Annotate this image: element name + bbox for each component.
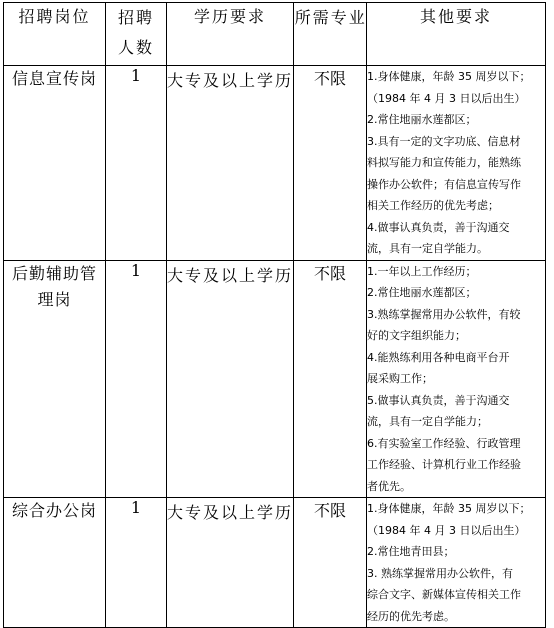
count-cell: 1 (106, 260, 167, 498)
requirement-line: 2.常住地丽水莲都区； (367, 113, 477, 126)
requirements-cell (367, 498, 546, 628)
requirement-line: 4.能熟练利用各种电商平台开 (367, 350, 510, 364)
requirements-cell (367, 260, 546, 498)
education-cell: 大专及以上学历 (167, 66, 294, 261)
requirement-line: 经历的优先考虑。 (367, 609, 455, 623)
header-count: 招聘人数 (106, 3, 167, 66)
requirement-line: 流，具有一定自学能力； (367, 415, 488, 428)
header-education: 学历要求 (167, 3, 294, 66)
count-cell: 1 (106, 498, 167, 628)
header-position: 招聘岗位 (4, 3, 106, 66)
header-other: 其他要求 (367, 3, 546, 66)
requirement-line: 2.常住地丽水莲都区； (367, 286, 477, 299)
requirement-line: （1984 年 4 月 3 日以后出生） (367, 91, 526, 105)
requirement-line: 6.有实验室工作经验、行政管理 (367, 436, 521, 450)
requirement-line: 2.常住地青田县； (367, 545, 455, 558)
requirement-line: 料拟写能力和宣传能力，能熟练 (367, 156, 521, 169)
requirement-line: 5.做事认真负责，善于沟通交 (367, 393, 510, 407)
requirement-line: 好的文字组织能力； (367, 329, 466, 342)
requirement-line: 1.身体健康，年龄 35 周岁以下； (367, 502, 531, 515)
requirement-line: 展采购工作； (367, 372, 433, 385)
requirement-line: 1.身体健康，年龄 35 周岁以下； (367, 70, 531, 83)
table-row (4, 498, 546, 628)
requirement-line: 3. 熟练掌握常用办公软件，有 (367, 566, 513, 580)
header-major: 所需专业 (294, 3, 367, 66)
education-cell: 大专及以上学历 (167, 498, 294, 628)
table-header-row (4, 3, 546, 66)
requirement-line: 流，具有一定自学能力。 (367, 242, 488, 255)
requirement-line: 1.一年以上工作经历； (367, 264, 477, 278)
requirement-line: 者优先。 (367, 479, 411, 493)
major-cell: 不限 (294, 66, 367, 261)
requirement-line: 综合文字、新媒体宣传相关工作 (367, 588, 521, 601)
count-cell: 1 (106, 66, 167, 261)
table-row (4, 66, 546, 261)
position-cell: 综合办公岗 (4, 498, 106, 628)
requirement-line: 3.熟练掌握常用办公软件，有较 (367, 307, 521, 321)
requirement-line: （1984 年 4 月 3 日以后出生） (367, 523, 526, 537)
requirements-cell (367, 66, 546, 261)
major-cell: 不限 (294, 498, 367, 628)
requirement-line: 工作经验、计算机行业工作经验 (367, 458, 521, 471)
education-cell: 大专及以上学历 (167, 260, 294, 498)
table-row (4, 260, 546, 498)
position-cell: 信息宣传岗 (4, 66, 106, 261)
position-cell: 后勤辅助管理岗 (4, 260, 106, 498)
requirement-line: 相关工作经历的优先考虑； (367, 199, 499, 212)
requirement-line: 3.具有一定的文字功底、信息材 (367, 134, 521, 148)
requirement-line: 操作办公软件；有信息宣传写作 (367, 177, 521, 191)
requirement-line: 4.做事认真负责，善于沟通交 (367, 220, 510, 234)
major-cell: 不限 (294, 260, 367, 498)
recruitment-table (3, 2, 546, 628)
